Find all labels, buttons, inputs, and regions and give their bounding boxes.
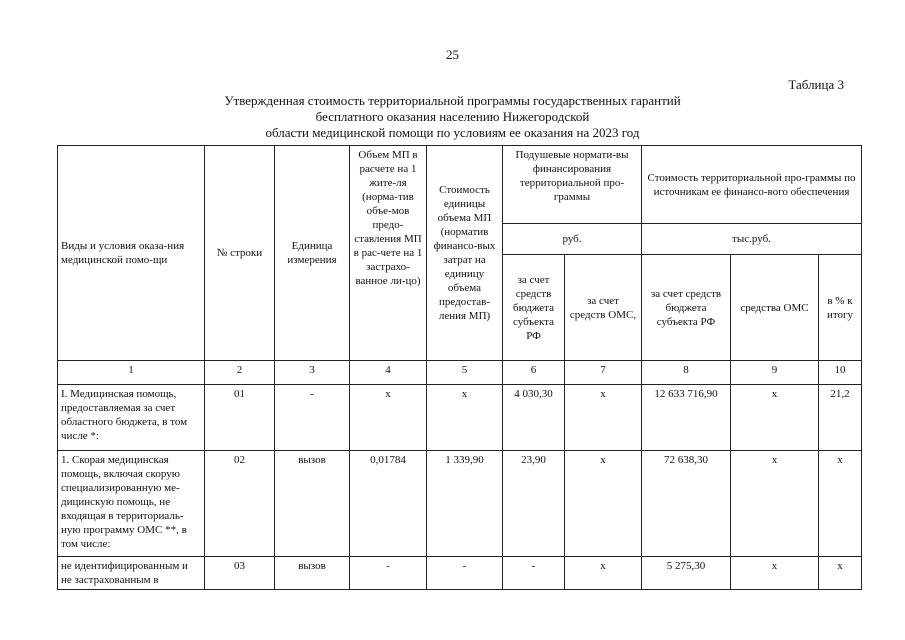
column-number: 5 [427,361,503,385]
header-volume: Объем МП в расчете на 1 жите-ля (норма-тив объе-мов предо-ставления МП в рас-чете на 1 застрахо-ванное ли-цо) [350,146,427,361]
header-unit-cost: Стоимость единицы объема МП (норматив финансо-вых затрат на единицу объема предостав-ления МП) [427,146,503,361]
row-number: 03 [205,557,275,590]
row-budget-rub: - [503,557,565,590]
header-budget-rub: за счет средств бюджета субъекта РФ [503,255,565,361]
header-unit: Единица измерения [275,146,350,361]
row-unit: вызов [275,451,350,557]
row-budget-rub: 23,90 [503,451,565,557]
row-budget-thousand: 5 275,30 [642,557,731,590]
row-kind-label: 1. Скорая медицинская помощь, включая скорую специализированную ме-дицинскую помощь, не входящая в территориаль-ную программу ОМС **, в том числе: [58,451,205,557]
row-budget-thousand: 12 633 716,90 [642,385,731,451]
column-number: 4 [350,361,427,385]
row-volume: х [350,385,427,451]
header-row-number: № строки [205,146,275,361]
row-unit: - [275,385,350,451]
row-unit: вызов [275,557,350,590]
column-number: 8 [642,361,731,385]
row-unit-cost: 1 339,90 [427,451,503,557]
header-kinds: Виды и условия оказа-ния медицинской помо-щи [58,146,205,361]
cost-table [57,145,862,590]
row-volume: - [350,557,427,590]
header-oms-rub: за счет средств ОМС, [565,255,642,361]
table-row [58,385,862,451]
row-percent-total: х [819,557,862,590]
header-unit-rub: руб. [503,224,642,255]
row-unit-cost: х [427,385,503,451]
column-number: 6 [503,361,565,385]
header-percent-total: в % к итогу [819,255,862,361]
row-budget-thousand: 72 638,30 [642,451,731,557]
header-per-capita-group: Подушевые нормати-вы финансирования территориальной про-граммы [503,146,642,224]
row-budget-rub: 4 030,30 [503,385,565,451]
title-line: области медицинской помощи по условиям ее оказания на 2023 год [265,125,640,140]
column-number: 3 [275,361,350,385]
row-number: 01 [205,385,275,451]
header-oms-thousand: средства ОМС [731,255,819,361]
column-number: 7 [565,361,642,385]
title-line: Утвержденная стоимость территориальной программы государственных гарантий [224,93,681,108]
column-number: 2 [205,361,275,385]
header-cost-group: Стоимость территориальной про-граммы по источникам ее финансо-вого обеспечения [642,146,862,224]
row-volume: 0,01784 [350,451,427,557]
row-oms-rub: х [565,385,642,451]
table-row [58,557,862,590]
header-unit-thousand-rub: тыс.руб. [642,224,862,255]
row-oms-rub: х [565,557,642,590]
row-unit-cost: - [427,557,503,590]
table-row [58,451,862,557]
row-percent-total: х [819,451,862,557]
table-title [150,93,755,141]
title-line: бесплатного оказания населению Нижегородской [315,109,590,124]
row-oms-thousand: х [731,557,819,590]
row-kind-label: не идентифицированным и не застрахованным в [58,557,205,590]
page-number: 25 [446,47,459,62]
row-number: 02 [205,451,275,557]
row-oms-rub: х [565,451,642,557]
row-kind-label: I. Медицинская помощь, предоставляемая за счет областного бюджета, в том числе *: [58,385,205,451]
header-budget-thousand: за счет средств бюджета субъекта РФ [642,255,731,361]
column-number: 1 [58,361,205,385]
row-oms-thousand: х [731,451,819,557]
column-number: 9 [731,361,819,385]
column-number: 10 [819,361,862,385]
row-oms-thousand: х [731,385,819,451]
table-label: Таблица 3 [788,77,844,92]
row-percent-total: 21,2 [819,385,862,451]
